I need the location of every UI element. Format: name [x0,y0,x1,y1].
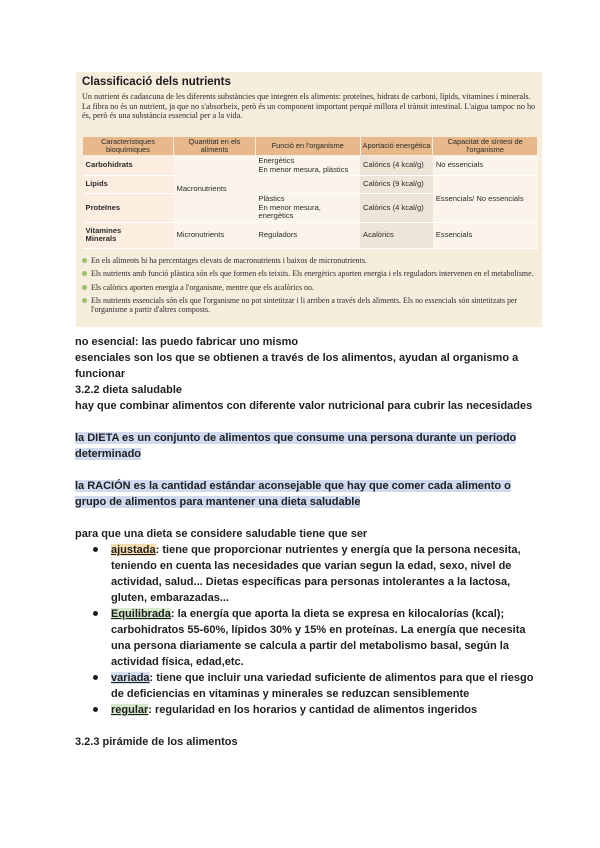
table-header-row [83,137,538,156]
spacer [75,462,535,478]
figure-title: Classificació dels nutrients [82,76,231,88]
row-label [83,222,174,248]
criteria-text: : la energía que aporta la dieta se expresa en kilocalorías (kcal); carbohidratos 55-60%, lípidos 30% y 15% en proteínas. La energía que necesita una persona diariamente se calcula a partir del metabolismo basal, según la actividad física, edad,etc. [111,608,526,668]
paragraph: esenciales son los que se obtienen a través de los alimentos, ayudan al organismo a funcionar [75,352,519,380]
bullet-icon [93,611,98,616]
bullet-icon [82,258,87,263]
header-cell: Quantitat en els aliments [174,137,256,156]
function-minor: En menor mesura, energètics [258,202,321,220]
header-cell: Aportació energètica [360,137,433,156]
criteria-intro: para que una dieta se considere saludable tiene que ser [75,528,368,540]
synthesis-cell: Essencials [433,222,538,248]
list-item [111,606,535,670]
energy-cell: Calòrics (9 kcal/g) [360,176,433,194]
list-item [111,702,535,718]
list-item: En els aliments hi ha percentatges elevats de macronutrients i baixos de micronutrients. [82,256,540,265]
row-label-minerals: Minerals [85,234,117,243]
function-main: Plàstics [258,194,285,203]
definition-dieta: la DIETA es un conjunto de alimentos que consume una persona durante un periodo determinado [75,432,517,460]
criteria-text: : regularidad en los horarios y cantidad de alimentos ingeridos [148,704,478,716]
list-item: Els nutrients amb funció plàstica són els que formen els teixits. Els energètics aporten energia i els reguladors intervenen en el metabolisme. [82,269,540,278]
criteria-text: : tiene que incluir una variedad suficiente de alimentos para que el riesgo de deficiencias en vitaminas y minerales se reduzcan sensiblemente [111,672,534,700]
bullet-icon [82,285,87,290]
function-cell: Reguladors [255,222,360,248]
table-row [83,222,538,248]
table-row [83,156,538,176]
function-minor: En menor mesura, plàstics [258,164,349,174]
nutrients-classification-figure [76,72,542,327]
document-body [75,334,535,750]
row-label: Carbohidrats [83,156,174,176]
function-main: Energètics [258,156,295,165]
criteria-text: : tiene que proporcionar nutrientes y energía que la persona necesita, teniendo en cuenta las necesidades que varian segun la edad, sexo, nivel de actividad, salud... Dietas específicas para personas intolerantes a la lactosa, gluten, embarazadas... [111,544,521,604]
spacer [75,718,535,734]
paragraph: no esencial: las puedo fabricar uno mismo [75,336,299,348]
energy-cell: Calòrics (4 kcal/g) [360,194,433,223]
function-cell [255,194,360,223]
paragraph: hay que combinar alimentos con diferente valor nutricional para cubrir las necesidades [75,400,533,412]
spacer [75,414,535,430]
header-cell: Característiques bioquímiques [83,137,174,156]
list-item: Els nutrients essencials són els que l'organisme no pot sintetitzar i li arriben a través dels aliments. Els no essencials són sintetitzats per l'organisme a partir d'altres composts. [82,296,540,315]
quantity-cell: Micronutrients [174,222,256,248]
table-row [83,176,538,194]
bullet-icon [82,271,87,276]
row-label: Proteïnes [83,194,174,223]
figure-notes [82,256,540,318]
nutrients-table [82,136,538,249]
header-cell: Capacitat de síntesi de l'organisme [433,137,538,156]
figure-intro: Un nutrient és cadascuna de les diferents substàncies que integren els aliments: proteïnes, hidrats de carboni, lípids, vitamines i minerals. La fibra no és un nutrient, ja que no s'absorbeix, però és un component important perquè millora el trànsit intestinal. L'aigua tampoc no ho és, però és una substància essencial per a la vida. [82,92,536,121]
quantity-cell: Macronutrients [174,156,256,223]
bullet-icon [93,675,98,680]
row-label: Lípids [83,176,174,194]
energy-cell: Calòrics (4 kcal/g) [360,156,433,176]
list-item [111,542,535,606]
list-item [111,670,535,702]
synthesis-cell: No essencials [433,156,538,176]
bullet-icon [93,707,98,712]
synthesis-cell: Essencials/ No essencials [433,176,538,223]
bullet-icon [93,547,98,552]
spacer [75,510,535,526]
header-cell: Funció en l'organisme [255,137,360,156]
function-cell [255,156,360,176]
criteria-term: Equilibrada [111,608,171,620]
criteria-term: ajustada [111,544,156,556]
definition-racion: la RACIÓN es la cantidad estándar aconsejable que hay que comer cada alimento o grupo de alimentos para mantener una dieta saludable [75,480,511,508]
list-item: Els calòrics aporten energia a l'organisme, mentre que els acalòrics no. [82,283,540,292]
function-cell-empty [255,176,360,194]
criteria-list [75,542,535,718]
criteria-term: regular [111,704,149,716]
section-heading-pyramid: 3.2.3 pirámide de los alimentos [75,736,238,748]
energy-cell: Acalòrics [360,222,433,248]
bullet-icon [82,298,87,303]
section-heading-diet: 3.2.2 dieta saludable [75,384,182,396]
row-label-vitamines: Vitamines [85,225,122,235]
criteria-term: variada [111,672,150,684]
